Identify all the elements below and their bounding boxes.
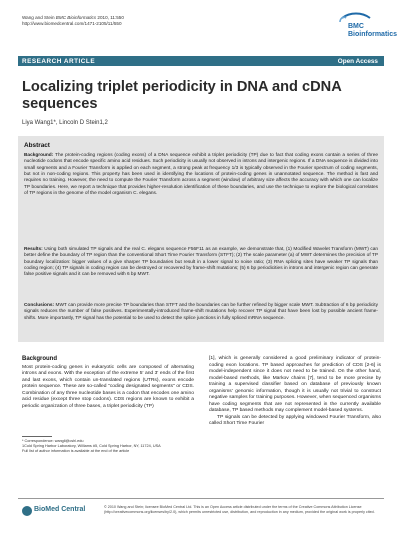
- article-type: RESEARCH ARTICLE: [22, 57, 96, 65]
- results-label: Results:: [24, 247, 43, 252]
- abstract-results: [24, 247, 378, 279]
- biomed-central-logo: [22, 505, 84, 517]
- abstract-heading: Abstract: [24, 142, 50, 149]
- background-text: The protein-coding regions (coding exons) of a DNA sequence exhibit a triplet periodicity (TP) due to fact that coding exons contain a series of three nucleotide codons that encode specific amino acid residues. Such periodicity is usually not observed in introns and intergenic regions. If a DNA sequence is divided into small segments and a Fourier Transform is applied on each segment, a strong peak at frequency 1/3 is typically observed in the Fourier spectrum of coding segments, but not in non-coding regions. This property has been used in identifying the locations of protein-coding genes in unannotated sequence. The method is fast and requires no training. However, the need to compute the Fourier Transform across a segment (window) of arbitrary size affects the accuracy with which one can localize TP boundaries. Here, we report a technique that provides higher-resolution identification of these boundaries, and use the technique to explore the biological correlates of TP regions in the genome of the model organism C. elegans.: [24, 153, 378, 197]
- publisher-name: BioMed Central: [34, 506, 86, 513]
- article-type-band: [18, 56, 384, 66]
- license-text: © 2010 Wang and Stein; licensee BioMed Central Ltd. This is an Open Access article distributed under the terms of the Creative Commons Attribution License (http://creativecommons.org/licenses/by/2.0), which permits unrestricted use, distribution, and reproduction in any medium, provided the original work is properly cited.: [104, 505, 375, 514]
- body-right-paragraph-2: TP signals can be detected by applying windowed Fourier Transform, also called Short Time Fourier: [209, 414, 381, 427]
- bmc-circle-icon: [22, 506, 32, 516]
- conclusions-text: MWT can provide more precise TP boundaries than STFT and the boundaries can be further refined by bigger scale MWT. Subtraction of 6 bp periodicity signals reduces the number of false positives. Experimentally-introduced frame-shift mutations help recover TP signal that have been lost by possible ancient frame-shifts. More importantly, TP signal has the potential to be used to detect the splice junctions in fully spliced mRNA sequence.: [24, 303, 378, 321]
- authors: Liya Wang1*, Lincoln D Stein1,2: [22, 120, 108, 126]
- logo-line2: Bioinformatics: [348, 31, 398, 38]
- open-access-label: Open Access: [337, 57, 378, 65]
- body-right-column: [209, 356, 381, 428]
- journal-citation: [22, 15, 124, 26]
- logo-line1: BMC: [348, 23, 364, 30]
- author-info-note: Full list of author information is available at the end of the article: [22, 449, 130, 453]
- footer-divider: [18, 498, 384, 499]
- section-heading-background: Background: [22, 356, 58, 362]
- body-right-paragraph-1: [1], which is generally considered a good preliminary indicator of protein-coding exon locations. TP based approaches for prediction of CDS [2-6] is model-independent since it does not need to be trained. On the other hand, model-based methods, like Markov chains [7], tend to be more precise by training a supervised classifier based on database of previously known organisms' genomic information, though it is usually not trivial to construct negative samples for training purposes. However, when sequenced organisms have coding segments that are not represented in the currently available database, TP based methods may complement model-based systems.: [209, 356, 381, 414]
- article-url[interactable]: http://www.biomedcentral.com/1471-2105/11/550: [22, 20, 122, 26]
- journal-line-suffix: 2010, 11:550: [96, 15, 124, 20]
- abstract-box: [18, 136, 384, 342]
- correspondence: * Correspondence: wangli@cshl.edu: [22, 439, 84, 443]
- background-label: Background:: [24, 153, 54, 158]
- article-title: Localizing triplet periodicity in DNA and cDNA sequences: [22, 79, 342, 113]
- footnotes: [22, 439, 194, 454]
- body-left-column: [22, 356, 194, 410]
- bmc-bioinformatics-logo: [336, 12, 398, 42]
- conclusions-label: Conclusions:: [24, 303, 55, 308]
- journal-name: BMC Bioinformatics: [55, 15, 97, 20]
- results-text: Using both simulated TP signals and the real C. elegans sequence F56F11 as an example, we demonstrate that, (1) Modified Wavelet Transform (MWT) can better define the boundary of TP region than the conventional Short Time Fourier Transform (STFT); (2) The scale parameter (a) of MWT determines the precision of TP boundary localization: bigger values of a give sharper TP boundaries but result in a lower signal to noise ratio; (3) RNA splicing sites have weaker TP signals than coding region; (4) TP signals in coding region can be destroyed or recovered by frame-shift mutations; (5) 6 bp periodicities in introns and intergenic region can generate false positive signals and it can be removed with 6 bp MWT.: [24, 247, 378, 278]
- abstract-background: [24, 153, 378, 197]
- body-left-paragraph: Most protein-coding genes in eukaryotic cells are composed of alternating introns and exons. With the exception of the extreme 5' and 3' ends of the first and last exons, which contain un-translated regions (UTRs), exons encode protein sequence. These are so-called "coding designated segments" or CDS. Combination of any three nucleotide bases is a codon that encodes one amino acid residue (except three stop codons). CDS regions are known to exhibit a periodic organization of three bases, a triplet periodicity (TP): [22, 364, 194, 409]
- journal-line-prefix: Wang and Stein: [22, 15, 56, 20]
- footnote-divider: [22, 436, 52, 437]
- abstract-conclusions: [24, 303, 378, 322]
- affiliation: 1Cold Spring Harbor Laboratory, Williams #5, Cold Spring Harbor, NY, 11724, USA: [22, 444, 161, 448]
